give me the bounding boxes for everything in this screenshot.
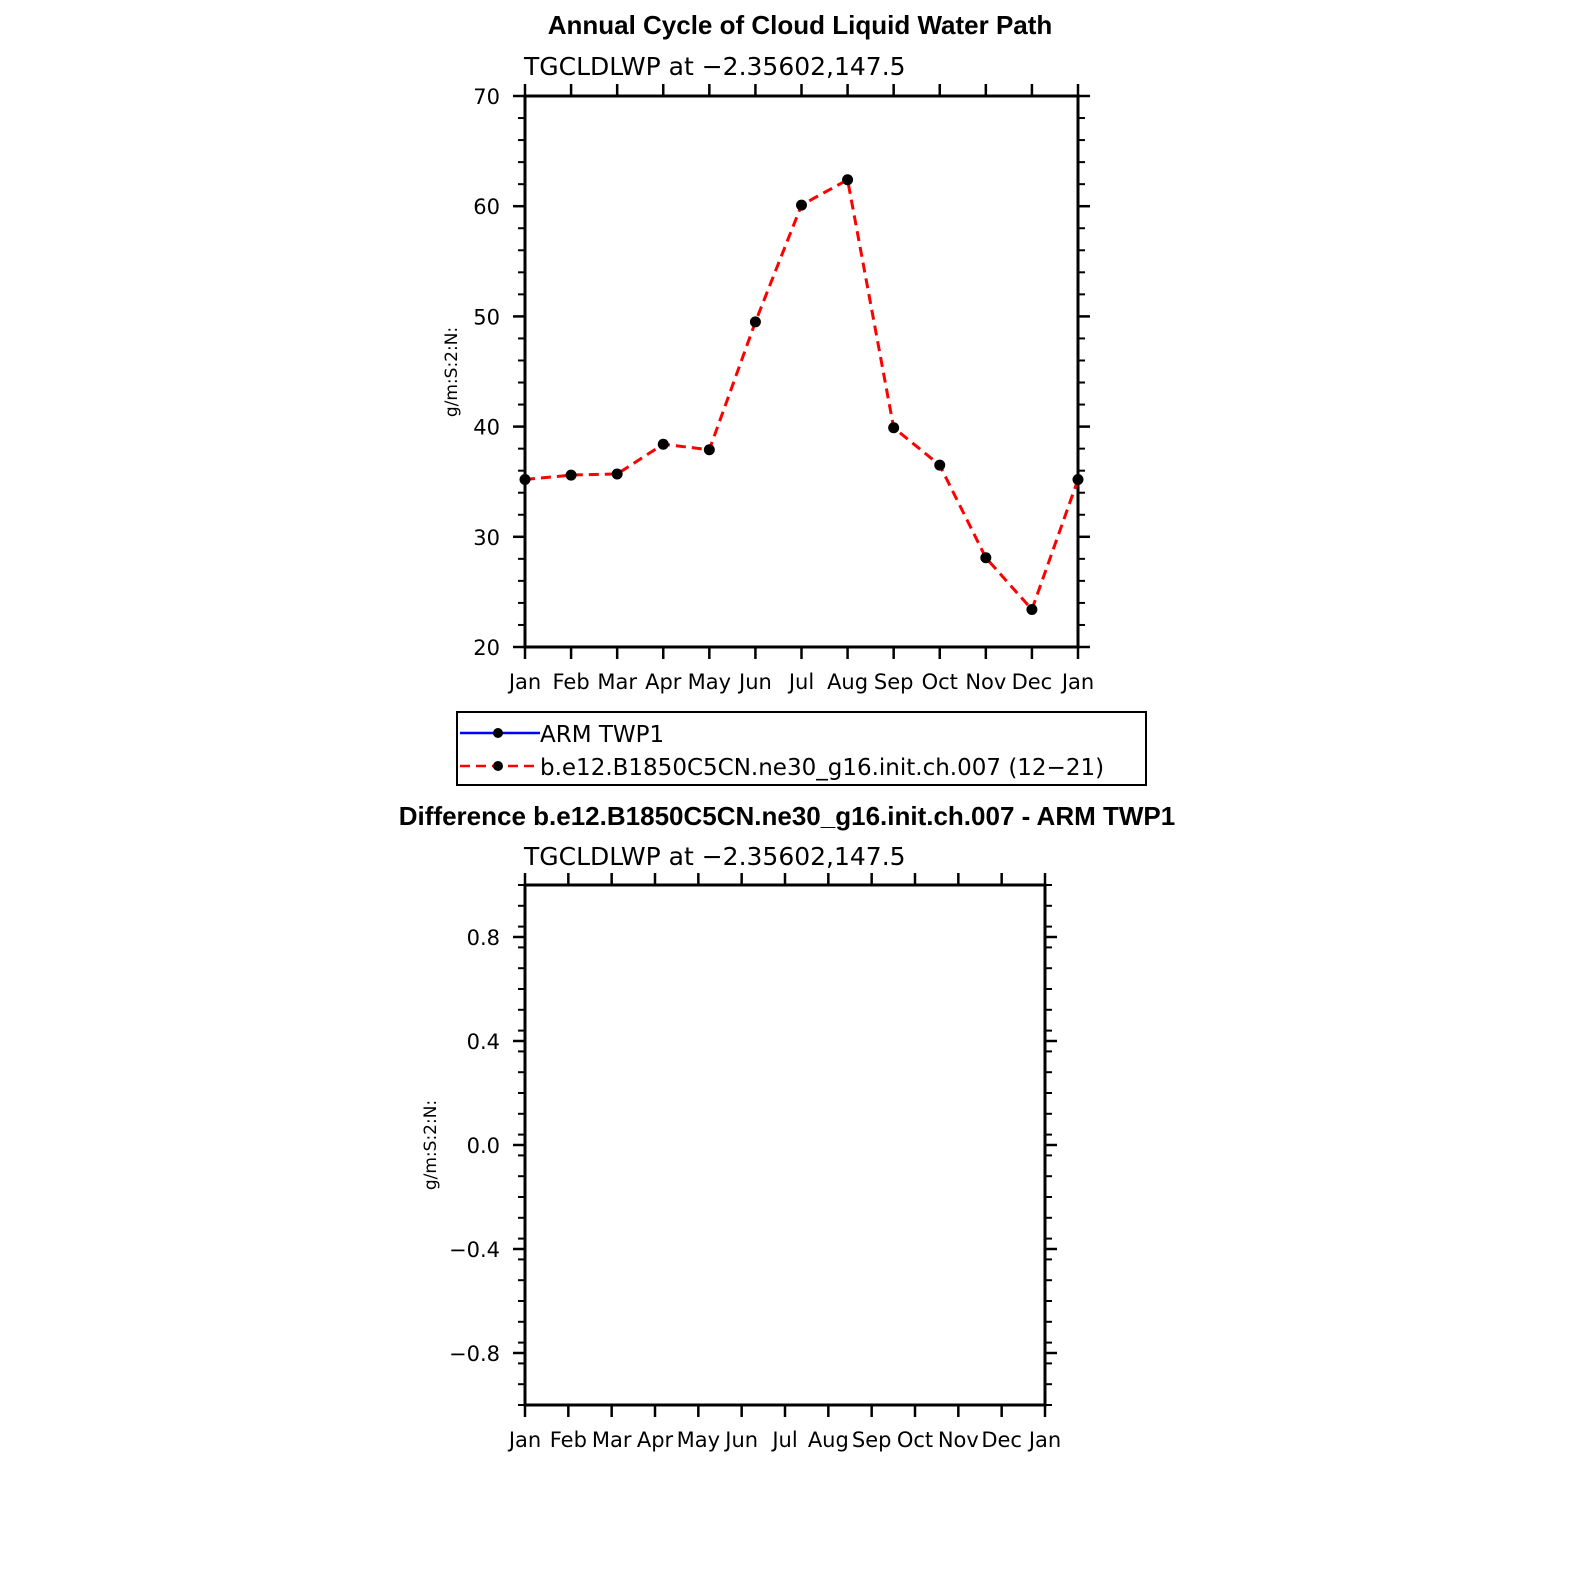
chart2-plot-frame xyxy=(525,885,1045,1405)
chart2-x-tick-label: Jul xyxy=(772,1428,798,1452)
chart1-x-tick-label: Jan xyxy=(1061,670,1095,694)
legend xyxy=(457,712,1146,785)
chart2-title: Difference b.e12.B1850C5CN.ne30_g16.init.ch.007 - ARM TWP1 xyxy=(398,801,1176,831)
chart1-ticks xyxy=(473,84,1094,694)
chart1-data-point xyxy=(612,468,623,479)
chart1-y-tick-label: 60 xyxy=(473,195,500,220)
chart2-subtitle: TGCLDLWP at −2.35602,147.5 xyxy=(524,842,906,871)
chart1-x-tick-label: Aug xyxy=(827,670,869,694)
chart2-y-tick-label: −0.4 xyxy=(449,1238,500,1262)
chart1-subtitle: TGCLDLWP at −2.35602,147.5 xyxy=(524,52,906,81)
chart2-y-tick-label: 0.4 xyxy=(466,1030,500,1054)
chart2-y-tick-label: 0.8 xyxy=(466,926,500,950)
chart2-y-tick-label: −0.8 xyxy=(449,1342,500,1366)
chart2-y-tick-label: 0.0 xyxy=(466,1134,500,1158)
legend-label-model: b.e12.B1850C5CN.ne30_g16.init.ch.007 (12−21) xyxy=(540,755,1105,781)
chart1-data-point xyxy=(888,422,899,433)
chart2-y-axis-label: g/m:S:2:N: xyxy=(421,1099,441,1191)
legend-marker-model xyxy=(493,761,503,771)
chart1-x-tick-label: Dec xyxy=(1011,670,1053,694)
chart1-title: Annual Cycle of Cloud Liquid Water Path xyxy=(547,10,1053,40)
chart1-x-tick-label: Nov xyxy=(965,670,1007,694)
chart1-x-tick-label: Oct xyxy=(921,670,958,694)
chart1-data-point xyxy=(1073,474,1084,485)
chart1-data-point xyxy=(934,460,945,471)
chart1-data-point xyxy=(750,316,761,327)
chart2-x-tick-label: Sep xyxy=(851,1428,892,1452)
chart2-x-tick-label: Mar xyxy=(591,1428,632,1452)
chart1-x-tick-label: Sep xyxy=(873,670,914,694)
chart2-x-tick-label: Jan xyxy=(508,1428,542,1452)
chart1-data-point xyxy=(566,470,577,481)
chart1-x-tick-label: Jun xyxy=(739,670,772,694)
chart1-series xyxy=(520,174,1084,615)
chart1-data-point xyxy=(658,439,669,450)
chart1-x-tick-label: Apr xyxy=(645,670,682,694)
chart1-y-tick-label: 40 xyxy=(473,415,500,440)
chart2-x-tick-label: Aug xyxy=(807,1428,849,1452)
chart2-x-tick-label: Nov xyxy=(937,1428,979,1452)
chart1-series-line-1 xyxy=(525,180,1078,610)
chart2-x-tick-label: Jun xyxy=(725,1428,759,1452)
chart1-data-point xyxy=(842,174,853,185)
chart1-data-point xyxy=(980,552,991,563)
legend-label-arm: ARM TWP1 xyxy=(540,722,665,748)
chart1-y-tick-label: 50 xyxy=(473,305,500,330)
annual-cycle-chart xyxy=(442,10,1094,694)
chart1-x-tick-label: Feb xyxy=(552,670,590,694)
chart1-x-tick-label: Jan xyxy=(508,670,542,694)
chart1-data-point xyxy=(520,474,531,485)
difference-chart xyxy=(399,801,1175,1452)
chart1-x-tick-label: May xyxy=(687,670,732,694)
chart1-data-point xyxy=(1026,604,1037,615)
chart1-data-point xyxy=(704,444,715,455)
chart2-x-tick-label: May xyxy=(676,1428,721,1452)
chart2-ticks xyxy=(449,873,1061,1452)
chart2-x-tick-label: Feb xyxy=(549,1428,587,1452)
chart2-x-tick-label: Apr xyxy=(636,1428,674,1452)
chart2-x-tick-label: Jan xyxy=(1028,1428,1062,1452)
chart1-plot-frame xyxy=(525,96,1078,647)
chart1-y-tick-label: 20 xyxy=(473,636,500,660)
chart2-x-tick-label: Dec xyxy=(981,1428,1022,1452)
chart1-y-axis-label: g/m:S:2:N: xyxy=(442,326,462,418)
chart1-y-tick-label: 70 xyxy=(473,85,500,109)
chart1-data-point xyxy=(796,200,807,211)
chart1-x-tick-label: Mar xyxy=(597,670,637,694)
chart1-x-tick-label: Jul xyxy=(788,670,815,694)
legend-marker-arm xyxy=(493,728,503,738)
chart1-y-tick-label: 30 xyxy=(473,525,500,550)
chart2-x-tick-label: Oct xyxy=(896,1428,934,1452)
